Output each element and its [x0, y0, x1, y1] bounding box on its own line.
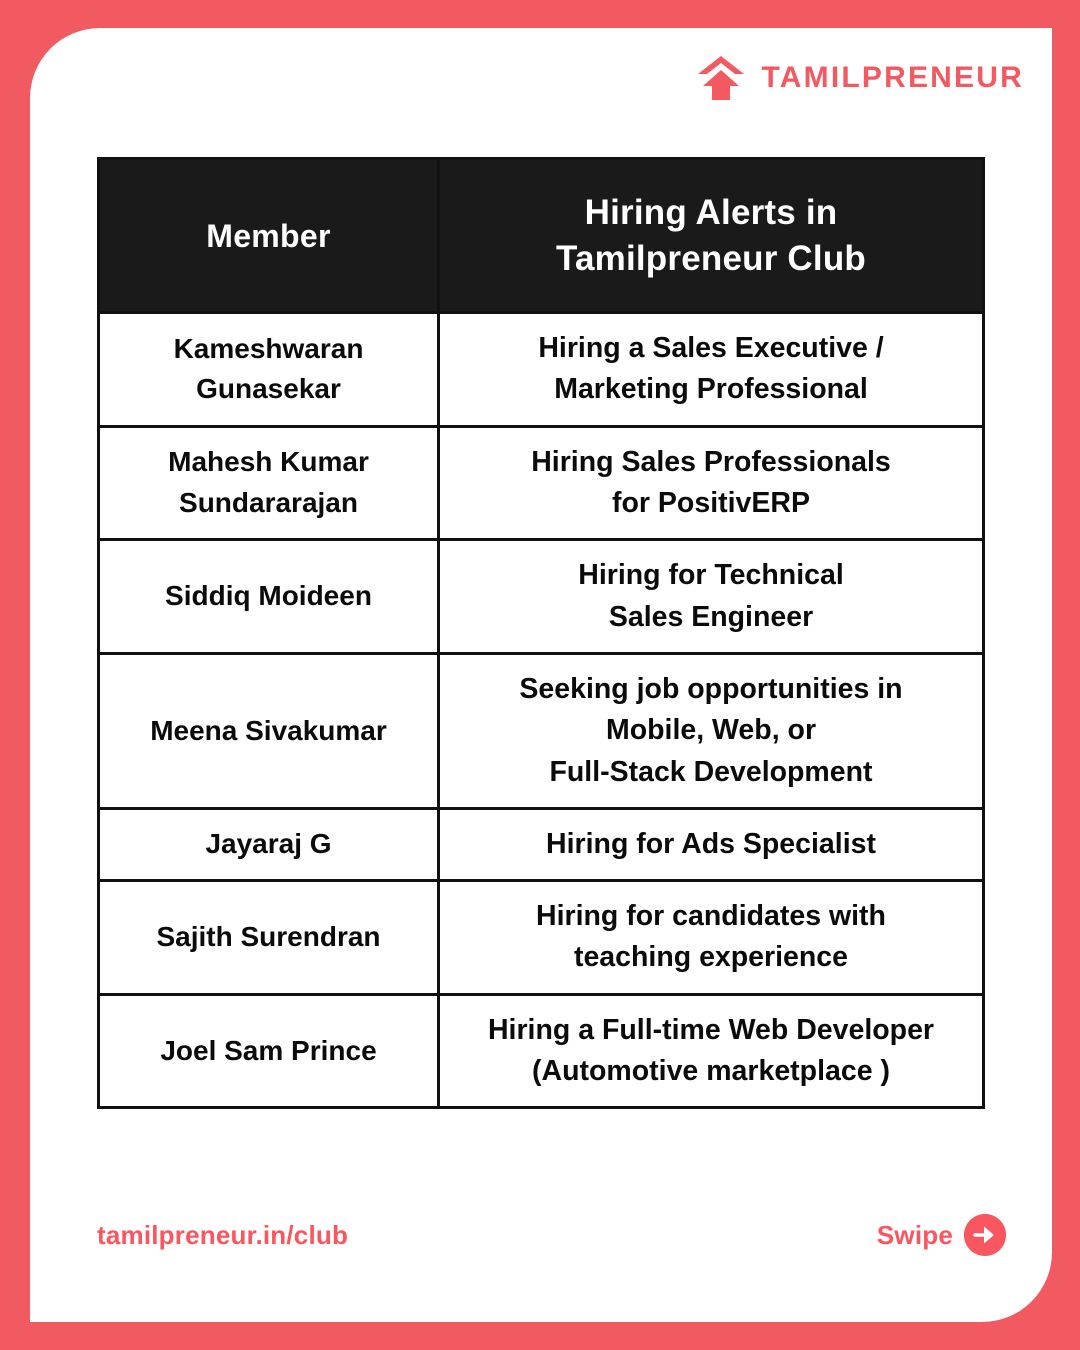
cell-alert: Hiring a Sales Executive / Marketing Professional — [439, 313, 984, 427]
footer-url-link[interactable]: tamilpreneur.in/club — [97, 1219, 349, 1250]
brand-wordmark: TAMILPRENEUR — [761, 61, 1024, 94]
house-arrow-up-icon — [695, 52, 747, 104]
table-body — [99, 313, 984, 1108]
brand-logo — [695, 52, 1024, 104]
cell-alert: Hiring for Ads Specialist — [439, 808, 984, 880]
table-header-row — [99, 159, 984, 313]
swipe-cta[interactable] — [877, 1214, 1006, 1256]
cell-alert: Hiring a Full-time Web Developer (Automotive marketplace ) — [439, 994, 984, 1108]
table-row — [99, 994, 984, 1108]
cell-member: Jayaraj G — [99, 808, 439, 880]
footer — [97, 1214, 1006, 1256]
cell-member: Joel Sam Prince — [99, 994, 439, 1108]
arrow-right-circle-icon[interactable] — [964, 1214, 1006, 1256]
cell-alert: Hiring Sales Professionals for PositivERP — [439, 426, 984, 540]
column-header-alerts-line2: Tamilpreneur Club — [555, 238, 866, 278]
cell-alert: Seeking job opportunities in Mobile, Web, or Full-Stack Development — [439, 653, 984, 808]
table-row — [99, 313, 984, 427]
cell-member: Kameshwaran Gunasekar — [99, 313, 439, 427]
cell-member: Siddiq Moideen — [99, 540, 439, 654]
table-head — [99, 159, 984, 313]
table-row — [99, 881, 984, 995]
hiring-alerts-table-wrapper — [97, 157, 985, 1109]
cell-alert: Hiring for Technical Sales Engineer — [439, 540, 984, 654]
cell-member: Sajith Surendran — [99, 881, 439, 995]
cell-member: Mahesh Kumar Sundararajan — [99, 426, 439, 540]
cell-alert: Hiring for candidates with teaching experience — [439, 881, 984, 995]
table-row — [99, 808, 984, 880]
table-row — [99, 426, 984, 540]
column-header-member — [99, 159, 439, 313]
column-header-alerts — [439, 159, 984, 313]
column-header-alerts-line1: Hiring Alerts in — [584, 193, 838, 232]
table-row — [99, 540, 984, 654]
hiring-alerts-table — [97, 157, 985, 1109]
content-card — [30, 28, 1052, 1322]
column-header-member-label: Member — [206, 217, 331, 254]
table-row — [99, 653, 984, 808]
cell-member: Meena Sivakumar — [99, 653, 439, 808]
swipe-label: Swipe — [876, 1219, 953, 1250]
